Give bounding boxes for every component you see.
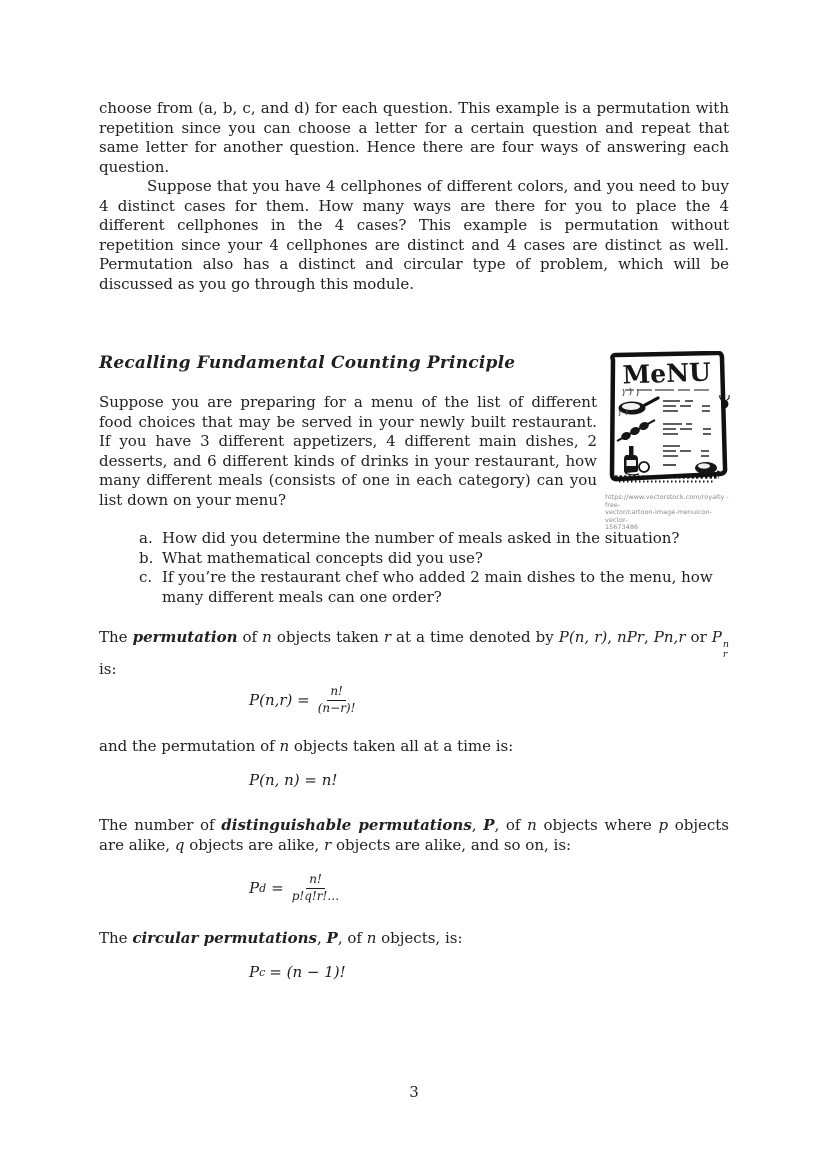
fraction-denominator: p!q!r!… [291, 888, 340, 903]
distinguishable-definition: The number of distinguishable permutations, P, of n objects where p objects are alike, q objects are alike, r objects are alike, and so on, is: [99, 816, 729, 854]
formula-permutation [249, 684, 356, 716]
page-number: 3 [409, 1083, 419, 1101]
formula-permutation-all [249, 771, 337, 789]
intro-paragraphs [99, 99, 729, 294]
formula-circular [249, 963, 346, 981]
formula-distinguishable [249, 872, 340, 904]
fraction-denominator: (n−r)! [317, 700, 356, 715]
formula-text: P(n, n) = n! [249, 771, 338, 789]
formula-subscript: c [259, 965, 266, 979]
question-item-c [139, 568, 729, 607]
equals-sign: = [271, 879, 284, 898]
formula-base: P [249, 879, 260, 898]
intro-paragraph-1: choose from (a, b, c, and d) for each question. This example is a permutation with repetition since you can choose a letter for a certain question and repeat that same letter for another question. Hence there are four ways of answering each question. [99, 99, 729, 176]
formula-rest: = (n − 1)! [269, 963, 346, 981]
permutation-definition: The permutation of n objects taken r at a time denoted by P(n, r), nPr, Pn,r or P n r is: [99, 628, 729, 678]
question-label: a. [139, 529, 153, 547]
question-text: If you’re the restaurant chef who added 2 main dishes to the menu, how many different meals can one order? [162, 568, 713, 606]
section-body-paragraph: Suppose you are preparing for a menu of the list of different food choices that may be served in your newly built restaurant. If you have 3 different appetizers, 4 different main dishes, 2 desserts, and 6 different kinds of drinks in your restaurant, how many different meals (consists of one in each category) can you list down on your menu? [99, 393, 597, 509]
circular-definition: The circular permutations, P, of n objects, is: [99, 929, 463, 947]
question-label: b. [139, 548, 154, 567]
fraction-numerator: n! [327, 684, 346, 701]
question-item-a [139, 529, 729, 549]
formula-subscript: d [259, 881, 267, 895]
question-text: How did you determine the number of meals asked in the situation? [162, 529, 680, 547]
menu-illustration [605, 351, 733, 485]
image-caption-line: 15673486 [605, 523, 639, 532]
question-item-b [139, 549, 729, 569]
formula-lhs: P(n,r) = [249, 691, 310, 710]
image-caption-line: vector/cartoon-image-menuicon-vector- [605, 508, 712, 524]
formula-base: P [249, 963, 260, 981]
section-heading: Recalling Fundamental Counting Principle [99, 353, 516, 373]
fraction [291, 872, 341, 904]
menu-illustration-figure [605, 351, 733, 532]
intro-paragraph-2: Suppose that you have 4 cellphones of different colors, and you need to buy 4 distinct cases for them. How many ways are there for you to place the 4 different cellphones in the 4 cases? This example is permutation without repetition since your 4 cellphones are distinct and 4 cases are distinct as well. Permutation also has a distinct and circular type of problem, which will be discussed as you go through this module. [99, 177, 729, 293]
fraction [317, 684, 357, 716]
menu-title: MeNU [622, 357, 712, 390]
fraction-numerator: n! [306, 872, 325, 889]
question-label: c. [139, 568, 153, 586]
questions-list [139, 529, 729, 607]
permutation-all-paragraph: and the permutation of n objects taken all at a time is: [99, 737, 514, 755]
image-caption [605, 494, 733, 532]
question-text: What mathematical concepts did you use? [162, 548, 483, 567]
image-caption-line: https://www.vectorstock.com/royalty -free- [605, 493, 729, 509]
